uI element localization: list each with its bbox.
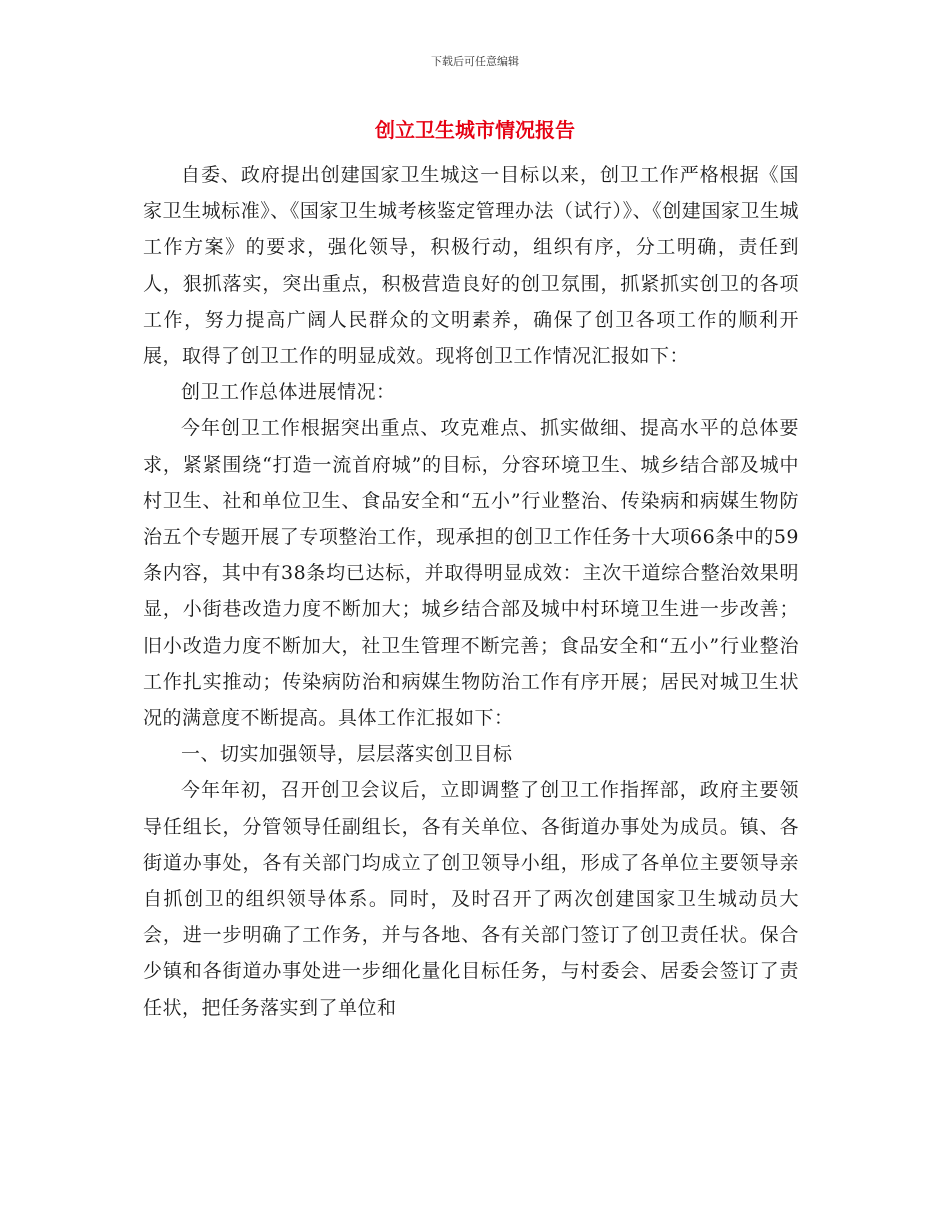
document-body [143, 157, 799, 1026]
paragraph-section-1: 今年年初，召开创卫会议后，立即调整了创卫工作指挥部，政府主要领导任组长，分管领导任副组长，各有关单位、各街道办事处为成员。镇、各街道办事处，各有关部门均成立了创卫领导小组，形成了各单位主要领导亲自抓创卫的组织领导体系。同时，及时召开了两次创建国家卫生城动员大会，进一步明确了工作务，并与各地、各有关部门签订了创卫责任状。保合少镇和各街道办事处进一步细化量化目标任务，与村委会、居委会签订了责任状，把任务落实到了单位和 [143, 779, 799, 1019]
document-title: 创立卫生城市情况报告 [375, 118, 575, 142]
section-heading-1: 一、切实加强领导，层层落实创卫目标 [181, 743, 513, 766]
header-note: 下载后可任意编辑 [431, 55, 519, 68]
paragraph-progress-heading: 创卫工作总体进展情况： [181, 381, 396, 404]
paragraph-intro: 自委、政府提出创建国家卫生城这一目标以来，创卫工作严格根据《国家卫生城标准》、《国家卫生城考核鉴定管理办法（试行）》、《创建国家卫生城工作方案》的要求，强化领导，积极行动，组织有序，分工明确，责任到人，狠抓落实，突出重点，积极营造良好的创卫氛围，抓紧抓实创卫的各项工作，努力提高广阔人民群众的文明素养，确保了创卫各项工作的顺利开展，取得了创卫工作的明显成效。现将创卫工作情况汇报如下： [143, 164, 799, 368]
paragraph-progress: 今年创卫工作根据突出重点、攻克难点、抓实做细、提高水平的总体要求，紧紧围绕“打造一流首府城”的目标，分容环境卫生、城乡结合部及城中村卫生、社和单位卫生、食品安全和“五小”行业整治、传染病和病媒生物防治五个专题开展了专项整治工作，现承担的创卫工作任务十大项66条中的59条内容，其中有38条均已达标，并取得明显成效：主次干道综合整治效果明显，小街巷改造力度不断加大；城乡结合部及城中村环境卫生进一步改善；旧小改造力度不断加大，社卫生管理不断完善；食品安全和“五小”行业整治工作扎实推动；传染病防治和病媒生物防治工作有序开展；居民对城卫生状况的满意度不断提高。具体工作汇报如下： [143, 417, 799, 730]
